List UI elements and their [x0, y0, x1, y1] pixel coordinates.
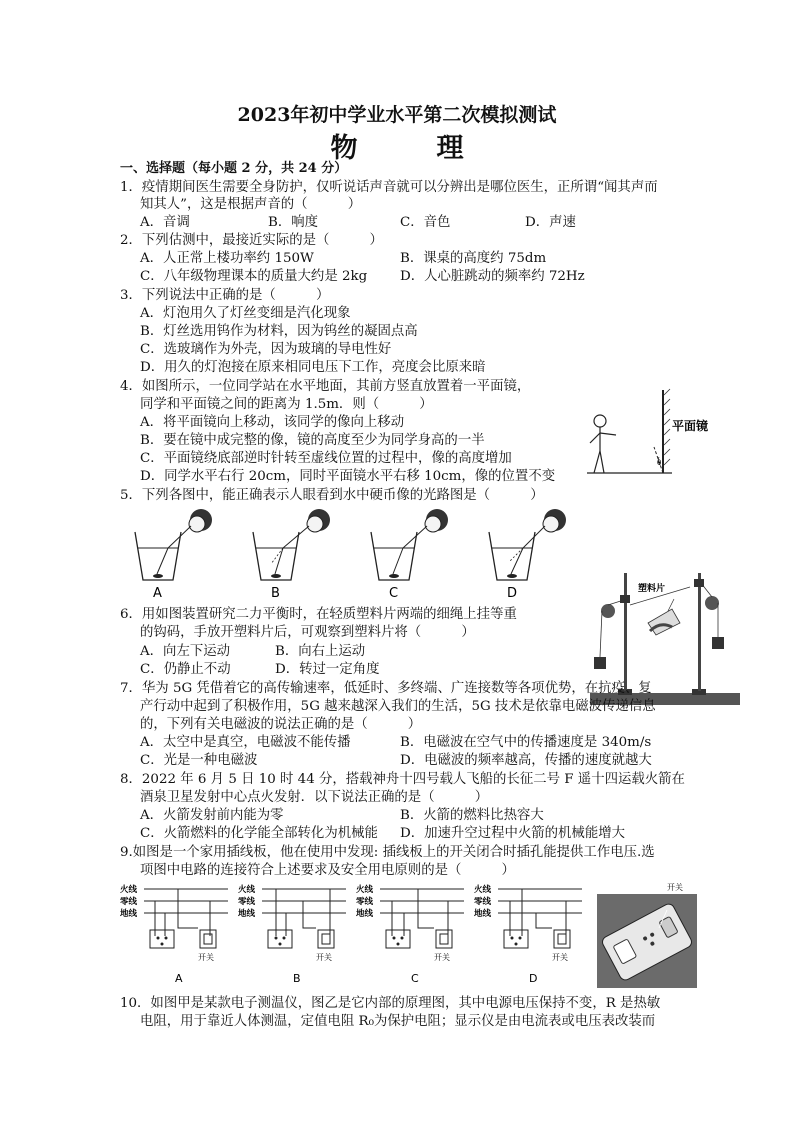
q9-stem-line2: 项图中电路的连接符合上述要求及安全用电原则的是（ ）	[140, 863, 515, 878]
q1-option-a: A．音调	[140, 215, 190, 230]
q7-option-c: C．光是一种电磁波	[140, 753, 258, 768]
q8-stem-line2: 酒泉卫星发射中心点火发射．以下说法正确的是（ ）	[140, 790, 489, 805]
q7-stem-line1: 7．华为 5G 凭借着它的高传输速率，低延时、多终端、广连接数等各项优势，在抗疫、复	[120, 681, 652, 696]
q2-option-c: C．八年级物理课本的质量大约是 2kg	[140, 269, 368, 284]
q4-mirror-label: 平面镜	[672, 419, 709, 433]
q5-label-d: D	[507, 586, 518, 600]
q9-b-switch-label: 开关	[316, 953, 332, 962]
q9-a-switch-label: 开关	[198, 953, 214, 962]
q9-circuit-b	[238, 884, 346, 985]
q5-diagrams	[125, 502, 595, 600]
q1-option-c: C．音色	[400, 215, 451, 230]
q2-option-b: B．课桌的高度约 75dm	[400, 251, 547, 266]
q7-option-a: A．太空中是真空，电磁波不能传播	[140, 735, 351, 750]
q9-d-live-label: 火线	[474, 885, 492, 895]
q9-circuit-diagrams	[120, 878, 590, 986]
q1-stem-line2: 知其人”，这是根据声音的（ ）	[140, 197, 362, 212]
q3-option-a: A．灯泡用久了灯丝变细是汽化现象	[140, 306, 351, 321]
q2-stem: 2．下列估测中，最接近实际的是（ ）	[120, 233, 383, 248]
q9-a-ground-label: 地线	[120, 909, 138, 919]
q7-stem-line2: 产行动中起到了积极作用，5G 越来越深入我们的生活，5G 技术是依靠电磁波传递信息	[140, 699, 656, 714]
q3-option-b: B．灯丝选用钨作为材料，因为钨丝的凝固点高	[140, 324, 418, 339]
q9-stem-line1: 9.如图是一个家用插线板，他在使用中发现: 插线板上的开关闭合时插孔能提供工作电压.选	[120, 845, 655, 860]
q6-stem-line2: 的钩码，手放开塑料片后，可观察到塑料片将（ ）	[140, 625, 475, 640]
q9-a-neutral-label: 零线	[120, 897, 138, 907]
q9-photo-switch-label: 开关	[667, 883, 683, 892]
q9-power-strip-photo	[597, 880, 697, 988]
q5-diagram-a	[135, 509, 212, 600]
q7-option-b: B．电磁波在空气中的传播速度是 340m/s	[400, 735, 652, 750]
q4-option-c: C．平面镜绕底部逆时针转至虚线位置的过程中，像的高度增加	[140, 451, 512, 466]
q9-a-live-label: 火线	[120, 885, 138, 895]
q9-d-ground-label: 地线	[474, 909, 492, 919]
q6-option-d: D．转过一定角度	[275, 662, 380, 677]
q4-option-a: A．将平面镜向上移动，该同学的像向上移动	[140, 415, 405, 430]
q5-stem: 5．下列各图中，能正确表示人眼看到水中硬币像的光路图是（ ）	[120, 488, 544, 503]
q1-option-d: D．声速	[525, 215, 576, 230]
q9-circuit-a	[120, 884, 228, 985]
q7-stem-line3: 的，下列有关电磁波的说法正确的是（ ）	[140, 717, 422, 732]
q9-label-c: C	[411, 972, 419, 985]
q3-stem: 3．下列说法中正确的是（ ）	[120, 288, 330, 303]
q9-b-ground-label: 地线	[238, 909, 256, 919]
q9-label-b: B	[293, 972, 301, 985]
q6-option-b: B．向右上运动	[275, 644, 366, 659]
q2-option-a: A．人正常上楼功率约 150W	[140, 251, 314, 266]
q9-b-live-label: 火线	[238, 885, 256, 895]
exam-title: 2023年初中学业水平第二次模拟测试	[237, 104, 557, 126]
q3-option-c: C．选玻璃作为外壳，因为玻璃的导电性好	[140, 342, 392, 357]
q6-stem-line1: 6．用如图装置研究二力平衡时，在轻质塑料片两端的细绳上挂等重	[120, 607, 517, 622]
q9-d-switch-label: 开关	[552, 953, 568, 962]
q9-circuit-c	[356, 884, 464, 985]
q4-stem-line2: 同学和平面镜之间的距离为 1.5m．则（ ）	[140, 397, 433, 412]
q9-label-d: D	[529, 972, 538, 985]
q9-c-switch-label: 开关	[434, 953, 450, 962]
q7-option-d: D．电磁波的频率越高，传播的速度就越大	[400, 753, 652, 768]
q2-option-d: D．人心脏跳动的频率约 72Hz	[400, 269, 585, 284]
q8-option-c: C．火箭燃料的化学能全部转化为机械能	[140, 826, 378, 841]
q9-b-neutral-label: 零线	[238, 897, 256, 907]
q8-stem-line1: 8．2022 年 6 月 5 日 10 时 44 分，搭载神舟十四号载人飞船的长征二号 F 遥十四运载火箭在	[120, 772, 685, 787]
q4-mirror-figure	[582, 385, 732, 480]
q9-c-neutral-label: 零线	[356, 897, 374, 907]
q4-option-b: B．要在镜中成完整的像，镜的高度至少为同学身高的一半	[140, 433, 485, 448]
q10-stem-line2: 电阻，用于靠近人体测温，定值电阻 R₀为保护电阻；显示仪是由电流表或电压表改装而	[140, 1014, 656, 1029]
q8-option-b: B．火箭的燃料比热容大	[400, 808, 544, 823]
q5-label-a: A	[153, 586, 162, 600]
q9-circuit-d	[474, 884, 582, 985]
q5-diagram-b	[253, 509, 330, 600]
subject-title: 物 理	[330, 133, 490, 164]
q9-c-ground-label: 地线	[356, 909, 374, 919]
q9-label-a: A	[175, 972, 183, 985]
q6-option-a: A．向左下运动	[140, 644, 231, 659]
q5-label-b: B	[271, 586, 280, 600]
q4-option-d: D．同学水平右行 20cm，同时平面镜水平右移 10cm，像的位置不变	[140, 469, 556, 484]
q5-label-c: C	[389, 586, 399, 600]
q8-option-a: A．火箭发射前内能为零	[140, 808, 284, 823]
section-heading: 一、选择题（每小题 2 分，共 24 分）	[120, 161, 348, 176]
q6-option-c: C．仍静止不动	[140, 662, 231, 677]
q9-c-live-label: 火线	[356, 885, 374, 895]
q3-option-d: D．用久的灯泡接在原来相同电压下工作，亮度会比原来暗	[140, 360, 486, 375]
q1-option-b: B．响度	[268, 215, 319, 230]
q4-stem-line1: 4．如图所示，一位同学站在水平地面，其前方竖直放置着一平面镜，	[120, 379, 531, 394]
q5-diagram-c	[371, 509, 448, 600]
q8-option-d: D．加速升空过程中火箭的机械能增大	[400, 826, 625, 841]
q10-stem-line1: 10．如图甲是某款电子测温仪，图乙是它内部的原理图，其中电源电压保持不变，R 是热敏	[120, 996, 661, 1011]
q1-stem-line1: 1．疫情期间医生需要全身防护，仅听说话声音就可以分辨出是哪位医生，正所谓“闻其声而	[120, 180, 658, 195]
q9-d-neutral-label: 零线	[474, 897, 492, 907]
q6-plastic-label: 塑料片	[638, 584, 666, 594]
svg-text:θ: θ	[657, 459, 662, 467]
q5-diagram-d	[489, 509, 566, 600]
